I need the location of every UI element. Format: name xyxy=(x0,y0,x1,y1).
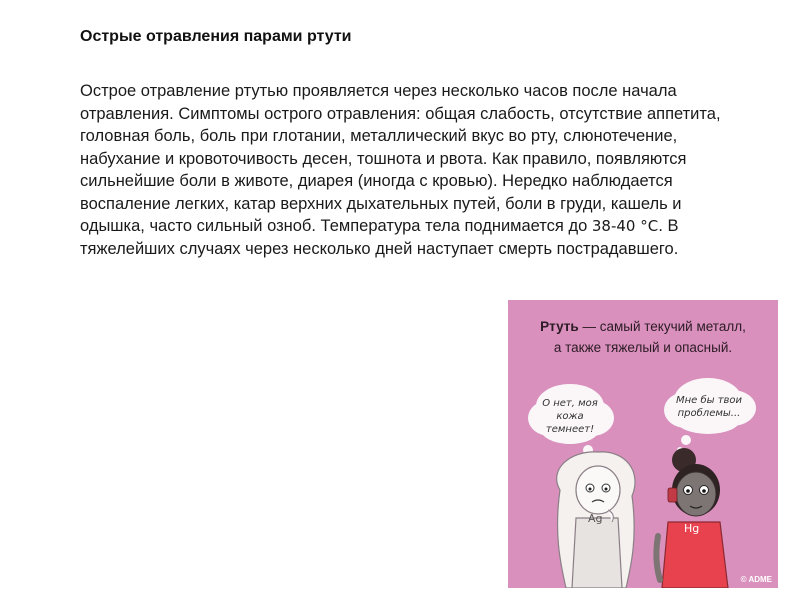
right-thought-text: Мне бы твои проблемы... xyxy=(674,384,744,430)
left-thought-text: О нет, моя кожа темнеет! xyxy=(536,388,604,444)
mercury-label: Hg xyxy=(684,522,700,535)
illustration xyxy=(508,300,778,588)
caption-bold: Ртуть xyxy=(540,319,579,334)
copyright: © ADME xyxy=(740,575,772,584)
temperature-value: 38-40 °С. xyxy=(591,217,663,235)
silver-label: Ag xyxy=(588,512,603,525)
slide-title: Острые отравления парами ртути xyxy=(80,28,352,45)
body-text-end: В тяжелейших случаях через несколько дней наступает смерть пострадавшего. xyxy=(80,217,679,258)
characters-drawing xyxy=(508,300,778,588)
mercury-girl xyxy=(656,448,728,588)
caption-line-2: а также тяжелый и опасный. xyxy=(553,340,733,355)
body-text xyxy=(80,80,740,260)
caption-rest: — самый текучий металл, xyxy=(578,319,746,334)
body-text-main: Острое отравление ртутью проявляется через несколько часов после начала отравления. Симптомы острого отравления: общая слабость, отсутствие аппетита, головная боль, боль при глотании, металлический вкус во рту, слюнотечение, набухание и кровоточивость десен, тошнота и рвота. Как правило, появляются сильнейшие боли в животе, диарея (иногда с кровью). Нередко наблюдается воспаление легких, катар верхних дыхательных путей, боли в груди, кашель и одышка, часто сильный озноб. Температура тела поднимается до xyxy=(80,82,721,235)
